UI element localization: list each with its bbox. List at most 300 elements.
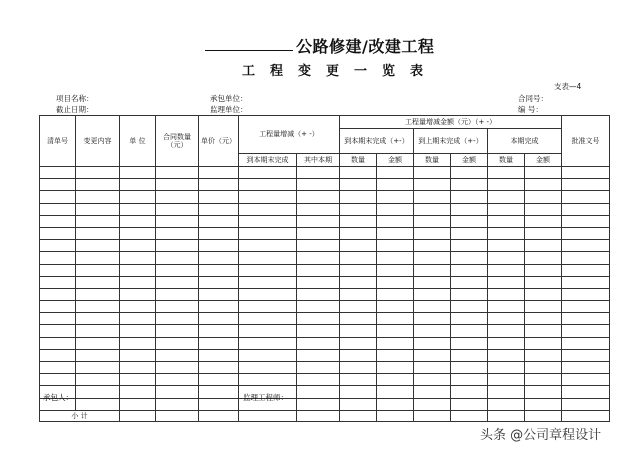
table-cell[interactable] — [199, 374, 239, 386]
table-cell[interactable] — [525, 203, 562, 215]
table-cell[interactable] — [525, 179, 562, 191]
table-cell[interactable] — [562, 276, 610, 288]
table-cell[interactable] — [340, 167, 377, 179]
table-cell[interactable] — [414, 191, 451, 203]
table-cell[interactable] — [562, 167, 610, 179]
table-cell[interactable] — [120, 167, 156, 179]
table-cell[interactable] — [525, 398, 562, 410]
table-cell[interactable] — [414, 227, 451, 239]
table-cell[interactable] — [340, 301, 377, 313]
table-cell[interactable] — [525, 325, 562, 337]
table-cell[interactable] — [414, 276, 451, 288]
table-cell[interactable] — [451, 215, 488, 227]
table-cell[interactable] — [239, 240, 297, 252]
table-cell[interactable] — [297, 264, 340, 276]
table-cell[interactable] — [156, 398, 199, 410]
table-row — [40, 398, 610, 410]
table-cell[interactable] — [239, 167, 297, 179]
table-cell[interactable] — [156, 313, 199, 325]
table-cell[interactable] — [239, 349, 297, 361]
table-cell[interactable] — [525, 276, 562, 288]
table-cell[interactable] — [76, 337, 120, 349]
table-cell[interactable] — [40, 167, 76, 179]
table-cell[interactable] — [340, 191, 377, 203]
table-cell[interactable] — [340, 240, 377, 252]
table-cell[interactable] — [40, 374, 76, 386]
table-cell[interactable] — [451, 398, 488, 410]
table-cell[interactable] — [562, 301, 610, 313]
table-cell[interactable] — [76, 398, 120, 410]
table-cell[interactable] — [239, 374, 297, 386]
table-cell[interactable] — [377, 386, 414, 398]
table-cell[interactable] — [76, 191, 120, 203]
table-cell[interactable] — [562, 264, 610, 276]
table-cell[interactable] — [239, 301, 297, 313]
table-cell[interactable] — [120, 179, 156, 191]
table-cell[interactable] — [377, 374, 414, 386]
table-cell[interactable] — [156, 288, 199, 300]
watermark — [480, 424, 601, 443]
table-cell[interactable] — [414, 215, 451, 227]
table-cell[interactable] — [156, 410, 199, 421]
table-cell[interactable] — [199, 203, 239, 215]
table-cell[interactable] — [414, 398, 451, 410]
table-cell[interactable] — [525, 386, 562, 398]
table-cell[interactable] — [525, 264, 562, 276]
table-cell[interactable] — [562, 252, 610, 264]
table-cell[interactable] — [76, 215, 120, 227]
table-cell[interactable] — [488, 386, 525, 398]
table-cell[interactable] — [120, 288, 156, 300]
table-cell[interactable] — [199, 325, 239, 337]
cutoff-date-label: 截止日期： — [56, 105, 94, 114]
table-cell[interactable] — [297, 203, 340, 215]
table-cell[interactable] — [199, 301, 239, 313]
table-row — [40, 240, 610, 252]
table-cell[interactable] — [488, 227, 525, 239]
table-cell[interactable] — [297, 349, 340, 361]
table-cell[interactable] — [297, 362, 340, 374]
table-cell[interactable] — [120, 276, 156, 288]
table-cell[interactable] — [120, 252, 156, 264]
table-cell[interactable] — [297, 240, 340, 252]
table-cell[interactable] — [451, 227, 488, 239]
table-cell[interactable] — [40, 301, 76, 313]
table-cell[interactable] — [239, 191, 297, 203]
table-cell[interactable] — [562, 191, 610, 203]
table-cell[interactable] — [525, 362, 562, 374]
table-cell[interactable] — [562, 203, 610, 215]
table-cell[interactable] — [525, 252, 562, 264]
table-cell[interactable] — [451, 191, 488, 203]
table-cell[interactable] — [156, 227, 199, 239]
serial-no-label: 编 号： — [518, 105, 543, 114]
table-cell[interactable] — [562, 398, 610, 410]
table-cell[interactable] — [562, 362, 610, 374]
table-cell[interactable] — [297, 167, 340, 179]
header-unit: 单 位 — [120, 116, 156, 167]
table-cell[interactable] — [120, 301, 156, 313]
table-cell[interactable] — [414, 288, 451, 300]
table-cell[interactable] — [562, 349, 610, 361]
table-cell[interactable] — [156, 374, 199, 386]
table-cell[interactable] — [451, 362, 488, 374]
table-cell[interactable] — [297, 276, 340, 288]
table-cell[interactable] — [525, 301, 562, 313]
table-cell[interactable] — [377, 276, 414, 288]
table-cell[interactable] — [239, 325, 297, 337]
table-cell[interactable] — [414, 362, 451, 374]
table-cell[interactable] — [199, 215, 239, 227]
subtotal-row — [40, 410, 610, 421]
table-cell[interactable] — [199, 337, 239, 349]
table-cell[interactable] — [40, 264, 76, 276]
table-cell[interactable] — [76, 325, 120, 337]
table-cell[interactable] — [488, 325, 525, 337]
table-cell[interactable] — [156, 203, 199, 215]
table-cell[interactable] — [488, 179, 525, 191]
table-cell[interactable] — [488, 240, 525, 252]
table-cell[interactable] — [525, 227, 562, 239]
table-cell[interactable] — [377, 179, 414, 191]
table-cell[interactable] — [525, 191, 562, 203]
table-cell[interactable] — [562, 337, 610, 349]
table-cell[interactable] — [488, 313, 525, 325]
table-cell[interactable] — [562, 179, 610, 191]
table-cell[interactable] — [562, 386, 610, 398]
table-cell[interactable] — [451, 325, 488, 337]
table-cell[interactable] — [562, 215, 610, 227]
table-cell[interactable] — [414, 410, 451, 421]
table-cell[interactable] — [120, 325, 156, 337]
table-cell[interactable] — [199, 398, 239, 410]
table-cell[interactable] — [239, 313, 297, 325]
table-cell[interactable] — [199, 179, 239, 191]
table-cell[interactable] — [120, 203, 156, 215]
table-cell[interactable] — [377, 240, 414, 252]
table-cell[interactable] — [414, 167, 451, 179]
table-cell[interactable] — [40, 337, 76, 349]
table-cell[interactable] — [156, 179, 199, 191]
table-cell[interactable] — [451, 288, 488, 300]
table-cell[interactable] — [239, 410, 297, 421]
table-cell[interactable] — [120, 264, 156, 276]
table-cell[interactable] — [40, 240, 76, 252]
table-cell[interactable] — [377, 337, 414, 349]
table-cell[interactable] — [562, 240, 610, 252]
table-cell[interactable] — [488, 252, 525, 264]
header-quantity: 数量 — [340, 154, 377, 167]
table-cell[interactable] — [451, 410, 488, 421]
project-name-label: 项目名称： — [56, 94, 94, 103]
table-cell[interactable] — [40, 362, 76, 374]
table-cell[interactable] — [297, 252, 340, 264]
table-cell[interactable] — [525, 313, 562, 325]
table-cell[interactable] — [156, 386, 199, 398]
table-cell[interactable] — [199, 362, 239, 374]
table-cell[interactable] — [340, 179, 377, 191]
table-cell[interactable] — [297, 215, 340, 227]
table-cell[interactable] — [414, 337, 451, 349]
table-cell[interactable] — [414, 301, 451, 313]
table-cell[interactable] — [120, 215, 156, 227]
table-cell[interactable] — [488, 215, 525, 227]
table-cell[interactable] — [340, 337, 377, 349]
table-cell[interactable] — [199, 252, 239, 264]
table-cell[interactable] — [488, 374, 525, 386]
table-cell[interactable] — [340, 288, 377, 300]
table-cell[interactable] — [525, 240, 562, 252]
table-cell[interactable] — [199, 191, 239, 203]
table-cell[interactable] — [451, 386, 488, 398]
table-cell[interactable] — [488, 203, 525, 215]
table-cell[interactable] — [340, 276, 377, 288]
table-cell[interactable] — [199, 288, 239, 300]
table-cell[interactable] — [40, 191, 76, 203]
table-cell[interactable] — [156, 240, 199, 252]
table-cell[interactable] — [239, 264, 297, 276]
table-cell[interactable] — [120, 374, 156, 386]
table-cell[interactable] — [488, 288, 525, 300]
table-cell[interactable] — [414, 349, 451, 361]
table-cell[interactable] — [451, 264, 488, 276]
table-cell[interactable] — [239, 252, 297, 264]
table-cell[interactable] — [40, 288, 76, 300]
table-cell[interactable] — [76, 203, 120, 215]
table-cell[interactable] — [40, 349, 76, 361]
table-cell[interactable] — [488, 264, 525, 276]
table-row — [40, 301, 610, 313]
table-cell[interactable] — [340, 398, 377, 410]
table-cell[interactable] — [488, 362, 525, 374]
table-cell[interactable] — [156, 349, 199, 361]
table-cell[interactable] — [76, 374, 120, 386]
table-cell[interactable] — [377, 167, 414, 179]
table-cell[interactable] — [377, 252, 414, 264]
table-cell[interactable] — [451, 167, 488, 179]
table-cell[interactable] — [340, 203, 377, 215]
table-cell[interactable] — [239, 288, 297, 300]
table-cell[interactable] — [525, 337, 562, 349]
table-cell[interactable] — [239, 215, 297, 227]
table-cell[interactable] — [76, 264, 120, 276]
table-cell[interactable] — [340, 313, 377, 325]
table-cell[interactable] — [76, 179, 120, 191]
table-cell[interactable] — [451, 276, 488, 288]
table-cell[interactable] — [340, 410, 377, 421]
table-cell[interactable] — [525, 374, 562, 386]
table-cell[interactable] — [156, 252, 199, 264]
table-cell[interactable] — [562, 227, 610, 239]
table-cell[interactable] — [340, 264, 377, 276]
table-cell[interactable] — [239, 276, 297, 288]
table-cell[interactable] — [40, 179, 76, 191]
table-cell[interactable] — [488, 191, 525, 203]
table-cell[interactable] — [562, 288, 610, 300]
table-cell[interactable] — [156, 276, 199, 288]
table-cell[interactable] — [199, 227, 239, 239]
table-cell[interactable] — [297, 398, 340, 410]
table-cell[interactable] — [199, 349, 239, 361]
table-cell[interactable] — [525, 349, 562, 361]
table-cell[interactable] — [156, 167, 199, 179]
table-cell[interactable] — [297, 374, 340, 386]
table-cell[interactable] — [414, 179, 451, 191]
table-cell[interactable] — [120, 349, 156, 361]
table-cell[interactable] — [76, 252, 120, 264]
table-cell[interactable] — [120, 337, 156, 349]
table-cell[interactable] — [414, 325, 451, 337]
table-cell[interactable] — [451, 240, 488, 252]
table-cell[interactable] — [297, 386, 340, 398]
table-cell[interactable] — [377, 410, 414, 421]
table-cell[interactable] — [377, 215, 414, 227]
table-cell[interactable] — [297, 227, 340, 239]
table-cell[interactable] — [239, 337, 297, 349]
table-cell[interactable] — [199, 264, 239, 276]
table-cell[interactable] — [199, 240, 239, 252]
table-cell[interactable] — [120, 240, 156, 252]
table-cell[interactable] — [451, 252, 488, 264]
table-cell[interactable] — [120, 386, 156, 398]
table-cell[interactable] — [340, 325, 377, 337]
table-cell[interactable] — [156, 301, 199, 313]
table-cell[interactable] — [76, 362, 120, 374]
table-cell[interactable] — [76, 301, 120, 313]
table-cell[interactable] — [76, 313, 120, 325]
table-cell[interactable] — [297, 288, 340, 300]
table-cell[interactable] — [451, 337, 488, 349]
table-cell[interactable] — [451, 301, 488, 313]
table-cell[interactable] — [40, 227, 76, 239]
table-cell[interactable] — [76, 276, 120, 288]
table-cell[interactable] — [488, 337, 525, 349]
table-cell[interactable] — [40, 203, 76, 215]
table-cell[interactable] — [377, 349, 414, 361]
table-cell[interactable] — [297, 325, 340, 337]
table-cell[interactable] — [562, 313, 610, 325]
table-cell[interactable] — [414, 313, 451, 325]
table-cell[interactable] — [488, 398, 525, 410]
table-cell[interactable] — [377, 191, 414, 203]
table-cell[interactable] — [199, 386, 239, 398]
table-cell[interactable] — [40, 276, 76, 288]
table-cell[interactable] — [377, 313, 414, 325]
table-cell[interactable] — [76, 167, 120, 179]
table-cell[interactable] — [120, 410, 156, 421]
table-cell[interactable] — [488, 349, 525, 361]
table-cell[interactable] — [451, 203, 488, 215]
table-cell[interactable] — [120, 227, 156, 239]
table-cell[interactable] — [377, 301, 414, 313]
table-cell[interactable] — [40, 215, 76, 227]
table-cell[interactable] — [451, 313, 488, 325]
table-cell[interactable] — [199, 276, 239, 288]
table-cell[interactable] — [297, 410, 340, 421]
change-list-table — [39, 115, 610, 422]
table-cell[interactable] — [525, 288, 562, 300]
table-cell[interactable] — [562, 374, 610, 386]
table-cell[interactable] — [377, 362, 414, 374]
table-cell[interactable] — [156, 215, 199, 227]
table-cell[interactable] — [377, 288, 414, 300]
table-cell[interactable] — [297, 191, 340, 203]
table-cell[interactable] — [525, 215, 562, 227]
table-cell[interactable] — [414, 386, 451, 398]
table-cell[interactable] — [525, 410, 562, 421]
table-cell[interactable] — [239, 203, 297, 215]
table-cell[interactable] — [156, 191, 199, 203]
table-cell[interactable] — [297, 179, 340, 191]
table-cell[interactable] — [377, 325, 414, 337]
table-cell[interactable] — [377, 203, 414, 215]
table-cell[interactable] — [377, 227, 414, 239]
table-cell[interactable] — [156, 362, 199, 374]
table-cell[interactable] — [199, 410, 239, 421]
table-cell[interactable] — [340, 215, 377, 227]
table-cell[interactable] — [239, 227, 297, 239]
table-cell[interactable] — [199, 167, 239, 179]
table-cell[interactable] — [156, 264, 199, 276]
table-cell[interactable] — [414, 374, 451, 386]
table-cell[interactable] — [377, 398, 414, 410]
table-cell[interactable] — [76, 386, 120, 398]
table-cell[interactable] — [120, 191, 156, 203]
table-cell[interactable] — [340, 362, 377, 374]
table-cell[interactable] — [40, 252, 76, 264]
table-cell[interactable] — [239, 179, 297, 191]
table-cell[interactable] — [340, 386, 377, 398]
contractor-unit-label: 承包单位： — [210, 94, 248, 103]
table-cell[interactable] — [120, 398, 156, 410]
table-cell[interactable] — [562, 325, 610, 337]
table-cell[interactable] — [297, 337, 340, 349]
table-cell[interactable] — [239, 362, 297, 374]
table-cell[interactable] — [488, 301, 525, 313]
table-cell[interactable] — [414, 264, 451, 276]
table-cell[interactable] — [76, 349, 120, 361]
table-cell[interactable] — [562, 410, 610, 421]
table-cell[interactable] — [76, 240, 120, 252]
table-cell[interactable] — [297, 301, 340, 313]
table-cell[interactable] — [76, 288, 120, 300]
table-cell[interactable] — [377, 264, 414, 276]
table-cell[interactable] — [76, 227, 120, 239]
table-cell[interactable] — [199, 313, 239, 325]
table-cell[interactable] — [488, 276, 525, 288]
table-cell[interactable] — [488, 167, 525, 179]
table-cell[interactable] — [451, 374, 488, 386]
table-cell[interactable] — [525, 167, 562, 179]
table-cell[interactable] — [156, 325, 199, 337]
table-cell[interactable] — [340, 374, 377, 386]
table-cell[interactable] — [120, 313, 156, 325]
table-cell[interactable] — [40, 325, 76, 337]
table-cell[interactable] — [340, 349, 377, 361]
table-cell[interactable] — [40, 313, 76, 325]
table-cell[interactable] — [414, 240, 451, 252]
table-cell[interactable] — [451, 179, 488, 191]
table-cell[interactable] — [451, 349, 488, 361]
table-cell[interactable] — [414, 252, 451, 264]
table-cell[interactable] — [340, 227, 377, 239]
table-cell[interactable] — [414, 203, 451, 215]
table-cell[interactable] — [297, 313, 340, 325]
table-cell[interactable] — [340, 252, 377, 264]
table-cell[interactable] — [120, 362, 156, 374]
table-cell[interactable] — [488, 410, 525, 421]
table-cell[interactable] — [156, 337, 199, 349]
